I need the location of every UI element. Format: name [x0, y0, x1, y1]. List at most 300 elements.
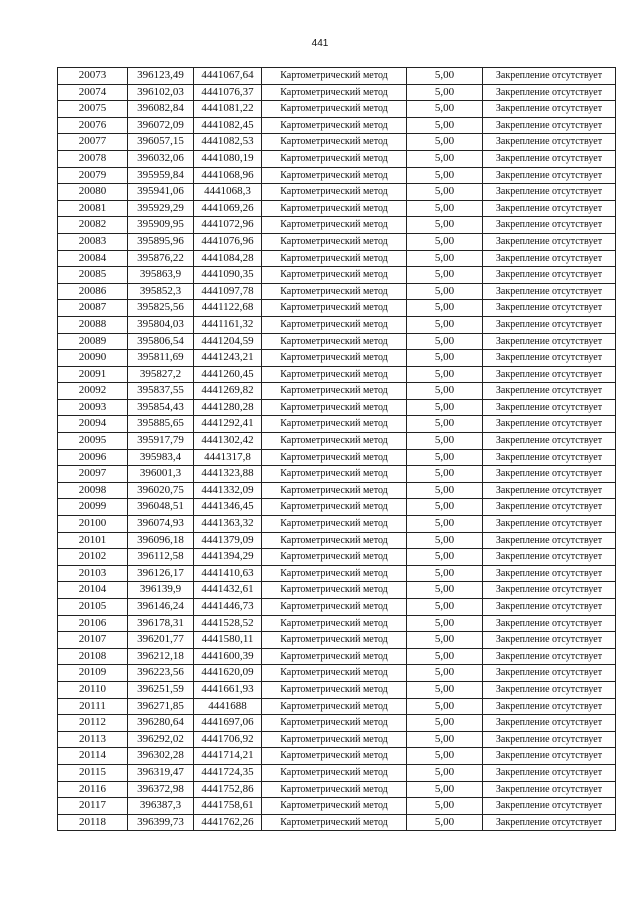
- fixing-description-cell: Закрепление отсутствует: [483, 250, 616, 267]
- fixing-description-cell: Закрепление отсутствует: [483, 68, 616, 85]
- x-coordinate-cell: 395804,03: [128, 316, 194, 333]
- x-coordinate-cell: 395959,84: [128, 167, 194, 184]
- accuracy-cell: 5,00: [407, 565, 483, 582]
- x-coordinate-cell: 396072,09: [128, 117, 194, 134]
- accuracy-cell: 5,00: [407, 167, 483, 184]
- table-row: [58, 399, 616, 416]
- table-row: [58, 764, 616, 781]
- y-coordinate-cell: 4441346,45: [194, 499, 262, 516]
- y-coordinate-cell: 4441332,09: [194, 482, 262, 499]
- accuracy-cell: 5,00: [407, 764, 483, 781]
- table-row: [58, 499, 616, 516]
- method-cell: Картометрический метод: [262, 366, 407, 383]
- point-number-cell: 20100: [58, 516, 128, 533]
- y-coordinate-cell: 4441661,93: [194, 681, 262, 698]
- y-coordinate-cell: 4441068,96: [194, 167, 262, 184]
- point-number-cell: 20115: [58, 764, 128, 781]
- table-row: [58, 648, 616, 665]
- y-coordinate-cell: 4441243,21: [194, 350, 262, 367]
- method-cell: Картометрический метод: [262, 283, 407, 300]
- point-number-cell: 20098: [58, 482, 128, 499]
- table-row: [58, 333, 616, 350]
- fixing-description-cell: Закрепление отсутствует: [483, 233, 616, 250]
- point-number-cell: 20076: [58, 117, 128, 134]
- table-row: [58, 200, 616, 217]
- fixing-description-cell: Закрепление отсутствует: [483, 134, 616, 151]
- x-coordinate-cell: 396178,31: [128, 615, 194, 632]
- x-coordinate-cell: 396319,47: [128, 764, 194, 781]
- method-cell: Картометрический метод: [262, 781, 407, 798]
- accuracy-cell: 5,00: [407, 516, 483, 533]
- method-cell: Картометрический метод: [262, 482, 407, 499]
- fixing-description-cell: Закрепление отсутствует: [483, 681, 616, 698]
- y-coordinate-cell: 4441363,32: [194, 516, 262, 533]
- y-coordinate-cell: 4441752,86: [194, 781, 262, 798]
- x-coordinate-cell: 395811,69: [128, 350, 194, 367]
- table-row: [58, 599, 616, 616]
- accuracy-cell: 5,00: [407, 715, 483, 732]
- accuracy-cell: 5,00: [407, 665, 483, 682]
- fixing-description-cell: Закрепление отсутствует: [483, 698, 616, 715]
- method-cell: Картометрический метод: [262, 167, 407, 184]
- accuracy-cell: 5,00: [407, 466, 483, 483]
- point-number-cell: 20107: [58, 632, 128, 649]
- y-coordinate-cell: 4441072,96: [194, 217, 262, 234]
- x-coordinate-cell: 396057,15: [128, 134, 194, 151]
- table-row: [58, 781, 616, 798]
- y-coordinate-cell: 4441082,45: [194, 117, 262, 134]
- x-coordinate-cell: 396082,84: [128, 101, 194, 118]
- method-cell: Картометрический метод: [262, 316, 407, 333]
- y-coordinate-cell: 4441076,96: [194, 233, 262, 250]
- y-coordinate-cell: 4441410,63: [194, 565, 262, 582]
- accuracy-cell: 5,00: [407, 117, 483, 134]
- table-row: [58, 582, 616, 599]
- point-number-cell: 20079: [58, 167, 128, 184]
- x-coordinate-cell: 395825,56: [128, 300, 194, 317]
- fixing-description-cell: Закрепление отсутствует: [483, 433, 616, 450]
- point-number-cell: 20113: [58, 731, 128, 748]
- y-coordinate-cell: 4441323,88: [194, 466, 262, 483]
- table-row: [58, 316, 616, 333]
- point-number-cell: 20075: [58, 101, 128, 118]
- x-coordinate-cell: 396048,51: [128, 499, 194, 516]
- y-coordinate-cell: 4441620,09: [194, 665, 262, 682]
- accuracy-cell: 5,00: [407, 101, 483, 118]
- accuracy-cell: 5,00: [407, 416, 483, 433]
- y-coordinate-cell: 4441714,21: [194, 748, 262, 765]
- point-number-cell: 20097: [58, 466, 128, 483]
- accuracy-cell: 5,00: [407, 283, 483, 300]
- fixing-description-cell: Закрепление отсутствует: [483, 814, 616, 831]
- table-row: [58, 134, 616, 151]
- x-coordinate-cell: 395806,54: [128, 333, 194, 350]
- method-cell: Картометрический метод: [262, 798, 407, 815]
- table-row: [58, 267, 616, 284]
- x-coordinate-cell: 395863,9: [128, 267, 194, 284]
- fixing-description-cell: Закрепление отсутствует: [483, 350, 616, 367]
- method-cell: Картометрический метод: [262, 300, 407, 317]
- method-cell: Картометрический метод: [262, 516, 407, 533]
- point-number-cell: 20118: [58, 814, 128, 831]
- table-row: [58, 516, 616, 533]
- x-coordinate-cell: 395885,65: [128, 416, 194, 433]
- point-number-cell: 20082: [58, 217, 128, 234]
- table-row: [58, 615, 616, 632]
- y-coordinate-cell: 4441204,59: [194, 333, 262, 350]
- table-body: [58, 68, 616, 831]
- fixing-description-cell: Закрепление отсутствует: [483, 399, 616, 416]
- point-number-cell: 20116: [58, 781, 128, 798]
- x-coordinate-cell: 395917,79: [128, 433, 194, 450]
- y-coordinate-cell: 4441688: [194, 698, 262, 715]
- y-coordinate-cell: 4441269,82: [194, 383, 262, 400]
- point-number-cell: 20080: [58, 184, 128, 201]
- point-number-cell: 20110: [58, 681, 128, 698]
- method-cell: Картометрический метод: [262, 731, 407, 748]
- method-cell: Картометрический метод: [262, 764, 407, 781]
- accuracy-cell: 5,00: [407, 482, 483, 499]
- accuracy-cell: 5,00: [407, 84, 483, 101]
- point-number-cell: 20103: [58, 565, 128, 582]
- method-cell: Картометрический метод: [262, 748, 407, 765]
- y-coordinate-cell: 4441432,61: [194, 582, 262, 599]
- fixing-description-cell: Закрепление отсутствует: [483, 300, 616, 317]
- accuracy-cell: 5,00: [407, 350, 483, 367]
- table-row: [58, 68, 616, 85]
- x-coordinate-cell: 396001,3: [128, 466, 194, 483]
- point-number-cell: 20081: [58, 200, 128, 217]
- fixing-description-cell: Закрепление отсутствует: [483, 516, 616, 533]
- fixing-description-cell: Закрепление отсутствует: [483, 101, 616, 118]
- x-coordinate-cell: 395854,43: [128, 399, 194, 416]
- x-coordinate-cell: 395876,22: [128, 250, 194, 267]
- table-row: [58, 681, 616, 698]
- accuracy-cell: 5,00: [407, 599, 483, 616]
- fixing-description-cell: Закрепление отсутствует: [483, 150, 616, 167]
- y-coordinate-cell: 4441090,35: [194, 267, 262, 284]
- table-row: [58, 283, 616, 300]
- method-cell: Картометрический метод: [262, 134, 407, 151]
- accuracy-cell: 5,00: [407, 200, 483, 217]
- x-coordinate-cell: 396112,58: [128, 549, 194, 566]
- accuracy-cell: 5,00: [407, 267, 483, 284]
- y-coordinate-cell: 4441697,06: [194, 715, 262, 732]
- method-cell: Картометрический метод: [262, 84, 407, 101]
- method-cell: Картометрический метод: [262, 233, 407, 250]
- table-row: [58, 748, 616, 765]
- table-row: [58, 449, 616, 466]
- table-row: [58, 117, 616, 134]
- fixing-description-cell: Закрепление отсутствует: [483, 499, 616, 516]
- y-coordinate-cell: 4441600,39: [194, 648, 262, 665]
- y-coordinate-cell: 4441580,11: [194, 632, 262, 649]
- method-cell: Картометрический метод: [262, 565, 407, 582]
- y-coordinate-cell: 4441084,28: [194, 250, 262, 267]
- point-number-cell: 20089: [58, 333, 128, 350]
- method-cell: Картометрический метод: [262, 698, 407, 715]
- point-number-cell: 20092: [58, 383, 128, 400]
- fixing-description-cell: Закрепление отсутствует: [483, 267, 616, 284]
- fixing-description-cell: Закрепление отсутствует: [483, 565, 616, 582]
- fixing-description-cell: Закрепление отсутствует: [483, 715, 616, 732]
- table-row: [58, 366, 616, 383]
- x-coordinate-cell: 396201,77: [128, 632, 194, 649]
- point-number-cell: 20088: [58, 316, 128, 333]
- fixing-description-cell: Закрепление отсутствует: [483, 599, 616, 616]
- accuracy-cell: 5,00: [407, 499, 483, 516]
- point-number-cell: 20108: [58, 648, 128, 665]
- table-row: [58, 798, 616, 815]
- fixing-description-cell: Закрепление отсутствует: [483, 466, 616, 483]
- point-number-cell: 20105: [58, 599, 128, 616]
- point-number-cell: 20083: [58, 233, 128, 250]
- x-coordinate-cell: 396399,73: [128, 814, 194, 831]
- x-coordinate-cell: 395827,2: [128, 366, 194, 383]
- table-row: [58, 383, 616, 400]
- accuracy-cell: 5,00: [407, 798, 483, 815]
- y-coordinate-cell: 4441260,45: [194, 366, 262, 383]
- fixing-description-cell: Закрепление отсутствует: [483, 549, 616, 566]
- method-cell: Картометрический метод: [262, 433, 407, 450]
- method-cell: Картометрический метод: [262, 532, 407, 549]
- accuracy-cell: 5,00: [407, 532, 483, 549]
- fixing-description-cell: Закрепление отсутствует: [483, 449, 616, 466]
- accuracy-cell: 5,00: [407, 233, 483, 250]
- accuracy-cell: 5,00: [407, 433, 483, 450]
- point-number-cell: 20090: [58, 350, 128, 367]
- method-cell: Картометрический метод: [262, 449, 407, 466]
- method-cell: Картометрический метод: [262, 582, 407, 599]
- table-row: [58, 217, 616, 234]
- method-cell: Картометрический метод: [262, 250, 407, 267]
- method-cell: Картометрический метод: [262, 416, 407, 433]
- table-row: [58, 167, 616, 184]
- fixing-description-cell: Закрепление отсутствует: [483, 615, 616, 632]
- point-number-cell: 20102: [58, 549, 128, 566]
- fixing-description-cell: Закрепление отсутствует: [483, 217, 616, 234]
- x-coordinate-cell: 395929,29: [128, 200, 194, 217]
- point-number-cell: 20096: [58, 449, 128, 466]
- x-coordinate-cell: 396020,75: [128, 482, 194, 499]
- x-coordinate-cell: 395895,96: [128, 233, 194, 250]
- table-row: [58, 482, 616, 499]
- x-coordinate-cell: 396096,18: [128, 532, 194, 549]
- point-number-cell: 20117: [58, 798, 128, 815]
- table-row: [58, 731, 616, 748]
- fixing-description-cell: Закрепление отсутствует: [483, 316, 616, 333]
- table-row: [58, 698, 616, 715]
- accuracy-cell: 5,00: [407, 300, 483, 317]
- fixing-description-cell: Закрепление отсутствует: [483, 383, 616, 400]
- method-cell: Картометрический метод: [262, 267, 407, 284]
- accuracy-cell: 5,00: [407, 648, 483, 665]
- point-number-cell: 20078: [58, 150, 128, 167]
- method-cell: Картометрический метод: [262, 466, 407, 483]
- y-coordinate-cell: 4441068,3: [194, 184, 262, 201]
- table-row: [58, 814, 616, 831]
- y-coordinate-cell: 4441076,37: [194, 84, 262, 101]
- point-number-cell: 20101: [58, 532, 128, 549]
- y-coordinate-cell: 4441762,26: [194, 814, 262, 831]
- point-number-cell: 20106: [58, 615, 128, 632]
- fixing-description-cell: Закрепление отсутствует: [483, 416, 616, 433]
- x-coordinate-cell: 396372,98: [128, 781, 194, 798]
- method-cell: Картометрический метод: [262, 399, 407, 416]
- point-number-cell: 20085: [58, 267, 128, 284]
- point-number-cell: 20077: [58, 134, 128, 151]
- table-row: [58, 101, 616, 118]
- table-row: [58, 150, 616, 167]
- point-number-cell: 20104: [58, 582, 128, 599]
- y-coordinate-cell: 4441082,53: [194, 134, 262, 151]
- y-coordinate-cell: 4441067,64: [194, 68, 262, 85]
- x-coordinate-cell: 396126,17: [128, 565, 194, 582]
- point-number-cell: 20074: [58, 84, 128, 101]
- method-cell: Картометрический метод: [262, 549, 407, 566]
- method-cell: Картометрический метод: [262, 150, 407, 167]
- y-coordinate-cell: 4441446,73: [194, 599, 262, 616]
- method-cell: Картометрический метод: [262, 68, 407, 85]
- x-coordinate-cell: 396271,85: [128, 698, 194, 715]
- y-coordinate-cell: 4441081,22: [194, 101, 262, 118]
- x-coordinate-cell: 396387,3: [128, 798, 194, 815]
- table-row: [58, 466, 616, 483]
- y-coordinate-cell: 4441069,26: [194, 200, 262, 217]
- y-coordinate-cell: 4441122,68: [194, 300, 262, 317]
- x-coordinate-cell: 396139,9: [128, 582, 194, 599]
- method-cell: Картометрический метод: [262, 681, 407, 698]
- x-coordinate-cell: 396102,03: [128, 84, 194, 101]
- fixing-description-cell: Закрепление отсутствует: [483, 764, 616, 781]
- x-coordinate-cell: 395909,95: [128, 217, 194, 234]
- y-coordinate-cell: 4441280,28: [194, 399, 262, 416]
- fixing-description-cell: Закрепление отсутствует: [483, 748, 616, 765]
- x-coordinate-cell: 395941,06: [128, 184, 194, 201]
- point-number-cell: 20094: [58, 416, 128, 433]
- accuracy-cell: 5,00: [407, 449, 483, 466]
- x-coordinate-cell: 395852,3: [128, 283, 194, 300]
- fixing-description-cell: Закрепление отсутствует: [483, 532, 616, 549]
- accuracy-cell: 5,00: [407, 731, 483, 748]
- point-number-cell: 20086: [58, 283, 128, 300]
- table-row: [58, 565, 616, 582]
- accuracy-cell: 5,00: [407, 366, 483, 383]
- fixing-description-cell: Закрепление отсутствует: [483, 366, 616, 383]
- method-cell: Картометрический метод: [262, 200, 407, 217]
- method-cell: Картометрический метод: [262, 101, 407, 118]
- accuracy-cell: 5,00: [407, 250, 483, 267]
- x-coordinate-cell: 395983,4: [128, 449, 194, 466]
- method-cell: Картометрический метод: [262, 814, 407, 831]
- method-cell: Картометрический метод: [262, 350, 407, 367]
- y-coordinate-cell: 4441706,92: [194, 731, 262, 748]
- method-cell: Картометрический метод: [262, 333, 407, 350]
- accuracy-cell: 5,00: [407, 582, 483, 599]
- fixing-description-cell: Закрепление отсутствует: [483, 482, 616, 499]
- fixing-description-cell: Закрепление отсутствует: [483, 84, 616, 101]
- table-row: [58, 300, 616, 317]
- method-cell: Картометрический метод: [262, 383, 407, 400]
- method-cell: Картометрический метод: [262, 217, 407, 234]
- method-cell: Картометрический метод: [262, 499, 407, 516]
- accuracy-cell: 5,00: [407, 68, 483, 85]
- accuracy-cell: 5,00: [407, 399, 483, 416]
- point-number-cell: 20099: [58, 499, 128, 516]
- point-number-cell: 20084: [58, 250, 128, 267]
- y-coordinate-cell: 4441379,09: [194, 532, 262, 549]
- fixing-description-cell: Закрепление отсутствует: [483, 798, 616, 815]
- table-row: [58, 632, 616, 649]
- table-row: [58, 233, 616, 250]
- point-number-cell: 20073: [58, 68, 128, 85]
- fixing-description-cell: Закрепление отсутствует: [483, 184, 616, 201]
- fixing-description-cell: Закрепление отсутствует: [483, 283, 616, 300]
- fixing-description-cell: Закрепление отсутствует: [483, 781, 616, 798]
- table-row: [58, 549, 616, 566]
- table-row: [58, 84, 616, 101]
- method-cell: Картометрический метод: [262, 648, 407, 665]
- method-cell: Картометрический метод: [262, 615, 407, 632]
- x-coordinate-cell: 396074,93: [128, 516, 194, 533]
- table-row: [58, 250, 616, 267]
- point-number-cell: 20114: [58, 748, 128, 765]
- accuracy-cell: 5,00: [407, 748, 483, 765]
- point-number-cell: 20087: [58, 300, 128, 317]
- accuracy-cell: 5,00: [407, 698, 483, 715]
- table-row: [58, 350, 616, 367]
- method-cell: Картометрический метод: [262, 184, 407, 201]
- table-row: [58, 433, 616, 450]
- point-number-cell: 20091: [58, 366, 128, 383]
- point-number-cell: 20095: [58, 433, 128, 450]
- accuracy-cell: 5,00: [407, 781, 483, 798]
- y-coordinate-cell: 4441097,78: [194, 283, 262, 300]
- fixing-description-cell: Закрепление отсутствует: [483, 731, 616, 748]
- y-coordinate-cell: 4441724,35: [194, 764, 262, 781]
- fixing-description-cell: Закрепление отсутствует: [483, 333, 616, 350]
- x-coordinate-cell: 396212,18: [128, 648, 194, 665]
- table-row: [58, 665, 616, 682]
- x-coordinate-cell: 396123,49: [128, 68, 194, 85]
- x-coordinate-cell: 396146,24: [128, 599, 194, 616]
- coordinates-table: [57, 67, 616, 831]
- table-row: [58, 715, 616, 732]
- fixing-description-cell: Закрепление отсутствует: [483, 582, 616, 599]
- x-coordinate-cell: 396280,64: [128, 715, 194, 732]
- x-coordinate-cell: 396032,06: [128, 150, 194, 167]
- y-coordinate-cell: 4441394,29: [194, 549, 262, 566]
- fixing-description-cell: Закрепление отсутствует: [483, 167, 616, 184]
- point-number-cell: 20112: [58, 715, 128, 732]
- accuracy-cell: 5,00: [407, 549, 483, 566]
- point-number-cell: 20093: [58, 399, 128, 416]
- y-coordinate-cell: 4441080,19: [194, 150, 262, 167]
- y-coordinate-cell: 4441528,52: [194, 615, 262, 632]
- table-row: [58, 532, 616, 549]
- method-cell: Картометрический метод: [262, 715, 407, 732]
- y-coordinate-cell: 4441161,32: [194, 316, 262, 333]
- accuracy-cell: 5,00: [407, 333, 483, 350]
- accuracy-cell: 5,00: [407, 383, 483, 400]
- point-number-cell: 20109: [58, 665, 128, 682]
- page-number: 441: [311, 38, 329, 49]
- fixing-description-cell: Закрепление отсутствует: [483, 117, 616, 134]
- table-row: [58, 416, 616, 433]
- fixing-description-cell: Закрепление отсутствует: [483, 648, 616, 665]
- method-cell: Картометрический метод: [262, 632, 407, 649]
- accuracy-cell: 5,00: [407, 134, 483, 151]
